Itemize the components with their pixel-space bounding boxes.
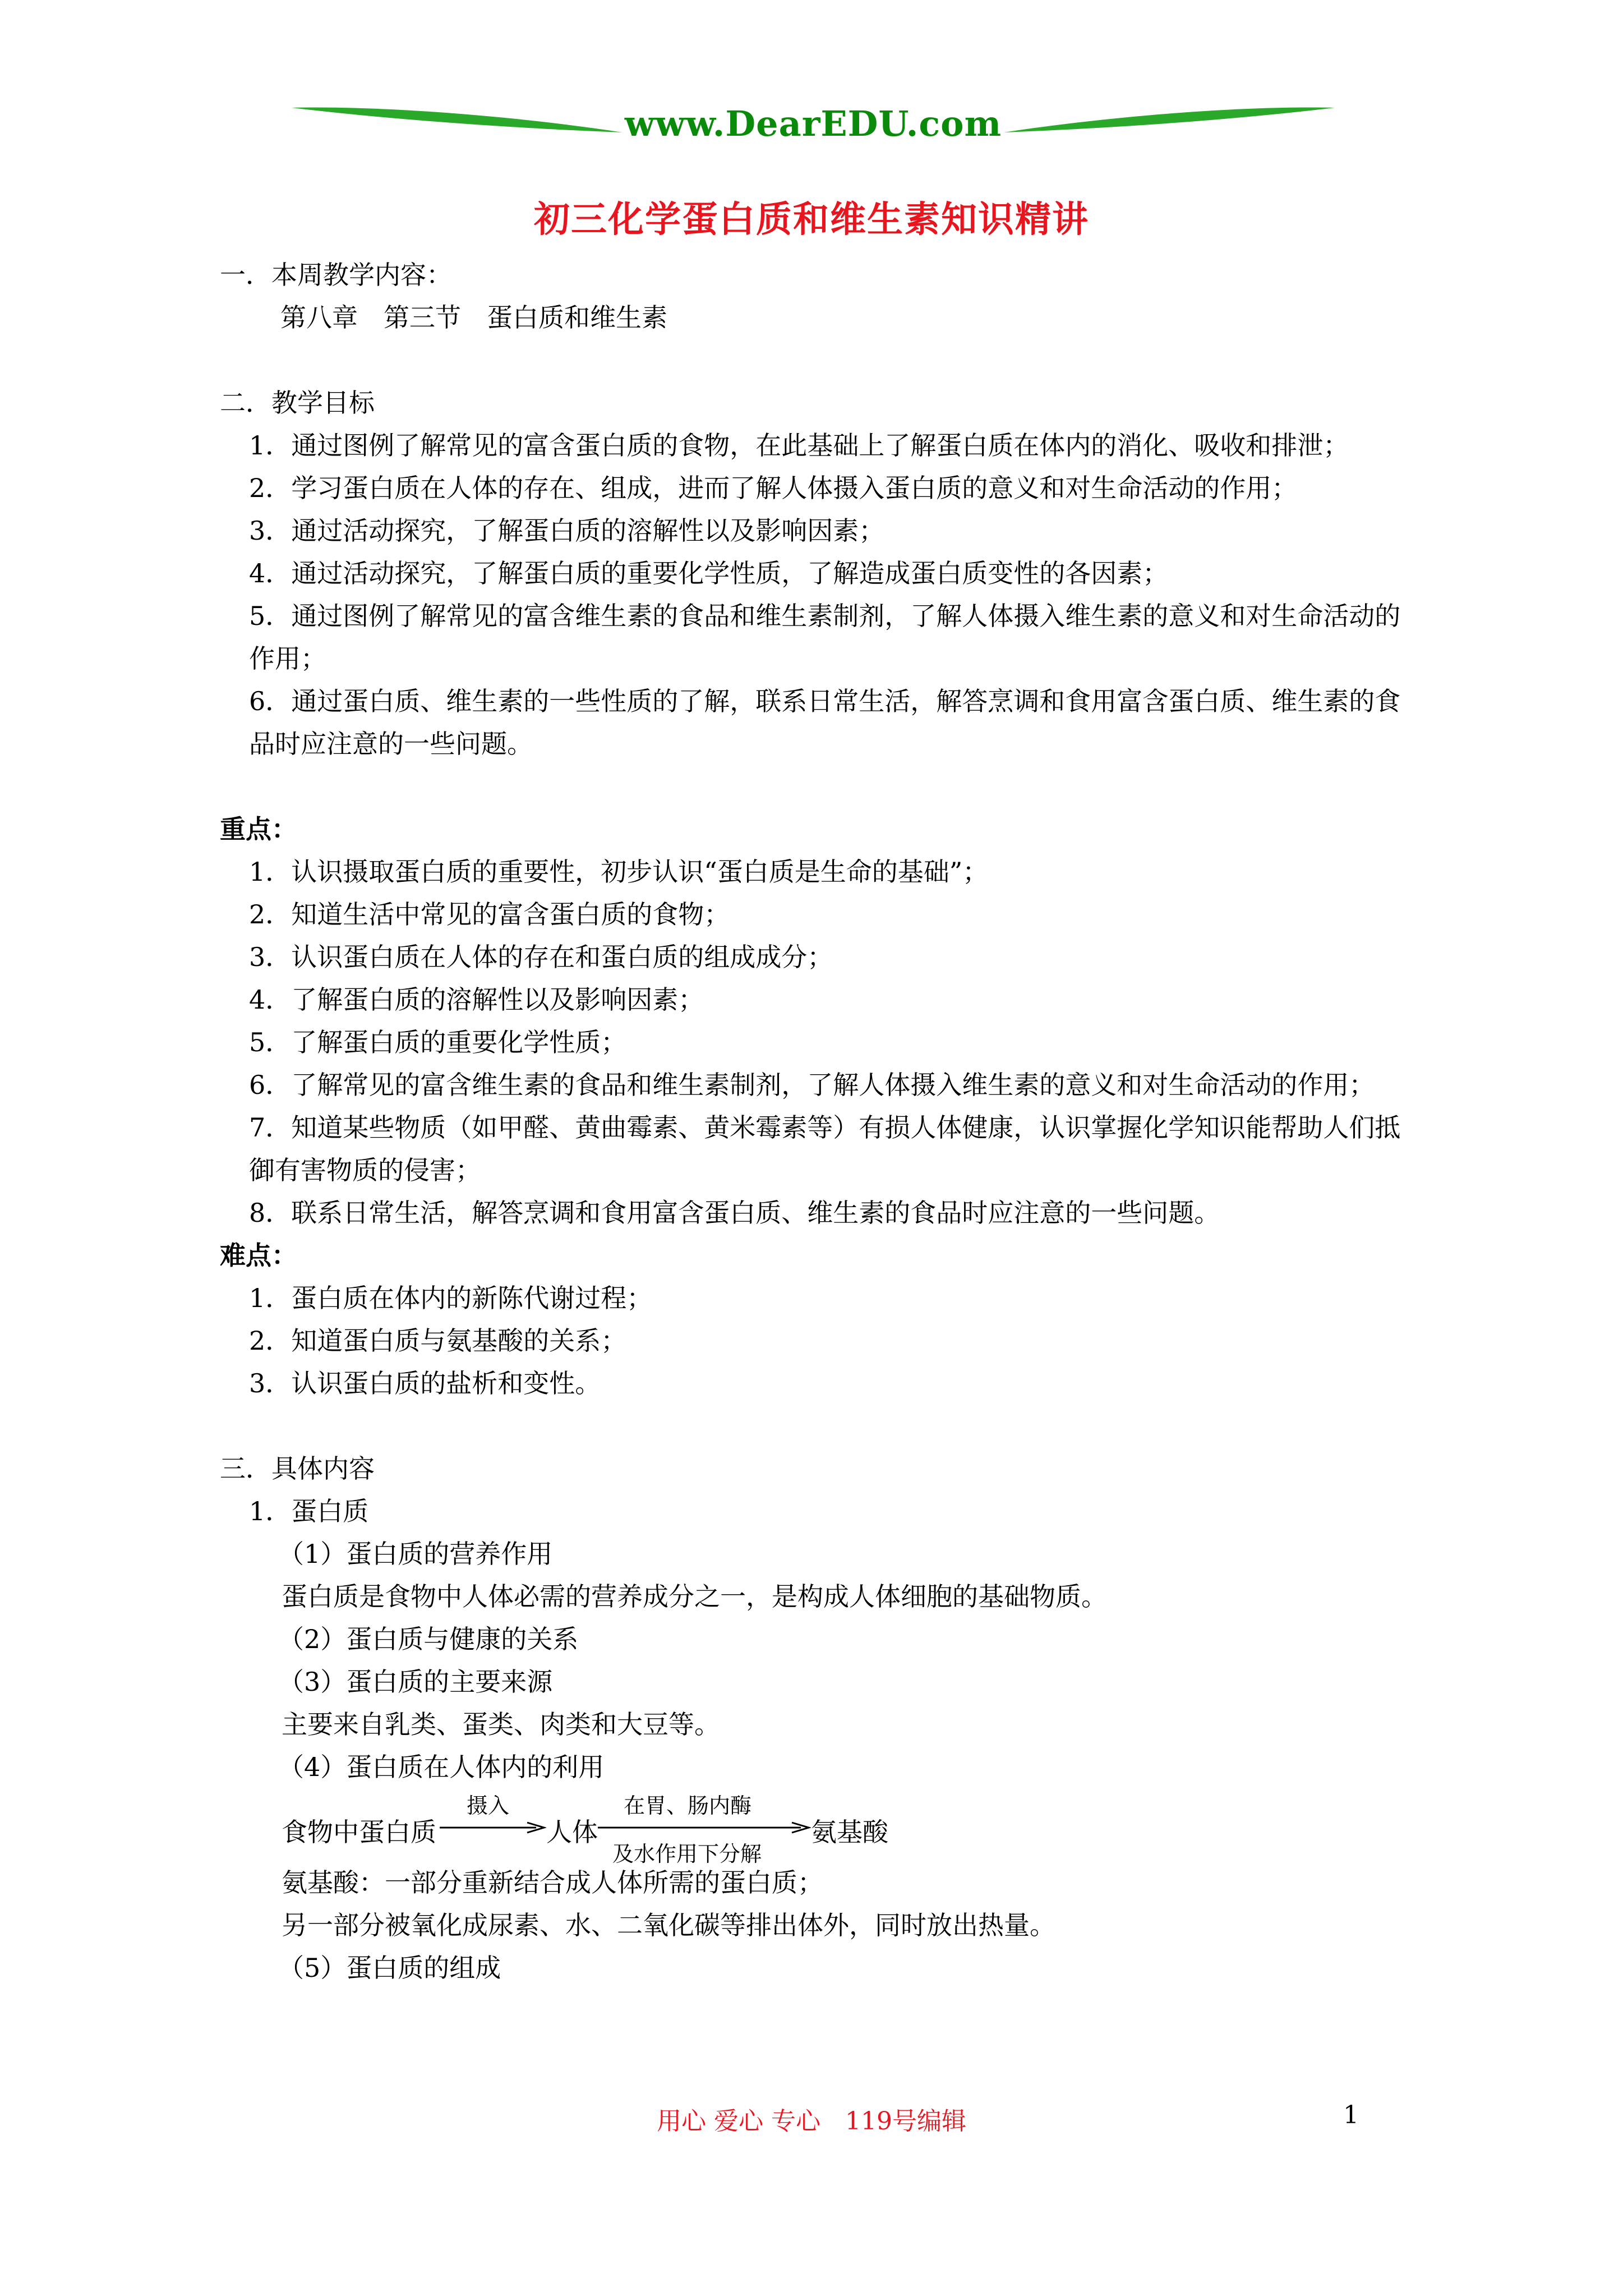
key-point-item: 5．了解蛋白质的重要化学性质； [249, 1027, 627, 1057]
difficult-point-item: 2．知道蛋白质与氨基酸的关系； [249, 1326, 627, 1356]
page-title: 初三化学蛋白质和维生素知识精讲 [534, 199, 1089, 241]
section3-heading: 三．具体内容 [220, 1453, 375, 1484]
key-point-item: 3．认识蛋白质在人体的存在和蛋白质的组成成分； [249, 942, 833, 972]
difficult-point-item: 3．认识蛋白质的盐析和变性。 [249, 1368, 601, 1398]
document-body [220, 254, 1414, 1989]
difficult-points-heading: 难点： [220, 1240, 297, 1271]
protein-flow-diagram [220, 1788, 1414, 1866]
flow-arrow2-label-bottom: 及水作用下分解 [612, 1842, 762, 1866]
flow-arrow1-label: 摄入 [467, 1793, 510, 1818]
key-point-item: 4．了解蛋白质的溶解性以及影响因素； [249, 984, 704, 1015]
paragraph-title: （4）蛋白质在人体内的利用 [278, 1752, 605, 1782]
flow-arrow2-label-top: 在胃、肠内酶 [624, 1793, 752, 1818]
banner-logo-text: www.DearEDU.com [624, 103, 1002, 144]
paragraph-title: （1）蛋白质的营养作用 [278, 1539, 553, 1569]
key-point-item: 6．了解常见的富含维生素的食品和维生素制剂，了解人体摄入维生素的意义和对生命活动的作用； [249, 1070, 1375, 1100]
key-point-item: 2．知道生活中常见的富含蛋白质的食物； [249, 899, 730, 930]
difficult-point-item: 1．蛋白质在体内的新陈代谢过程； [249, 1283, 653, 1313]
objective-item: 6．通过蛋白质、维生素的一些性质的了解，联系日常生活，解答烹调和食用富含蛋白质、维生素的食品时应注意的一些问题。 [249, 686, 1401, 759]
section1-text: 第八章 第三节 蛋白质和维生素 [280, 302, 667, 333]
key-point-item: 1．认识摄取蛋白质的重要性，初步认识“蛋白质是生命的基础”； [249, 857, 989, 887]
objective-item: 2．学习蛋白质在人体的存在、组成，进而了解人体摄入蛋白质的意义和对生命活动的作用； [249, 473, 1298, 503]
flow-arrow1 [440, 1821, 546, 1834]
header-banner [292, 95, 1335, 168]
flow-arrow2 [598, 1821, 811, 1834]
objective-item: 5．通过图例了解常见的富含维生素的食品和维生素制剂，了解人体摄入维生素的意义和对生命活动的作用； [249, 601, 1401, 674]
page-number: 1 [1343, 2101, 1359, 2129]
objective-item: 3．通过活动探究，了解蛋白质的溶解性以及影响因素； [249, 516, 885, 546]
paragraph-text: 另一部分被氧化成尿素、水、二氧化碳等排出体外，同时放出热量。 [282, 1910, 1055, 1940]
flow-middle: 人体 [546, 1817, 598, 1847]
paragraph-title: （5）蛋白质的组成 [278, 1953, 501, 1983]
paragraph-text: 氨基酸：一部分重新结合成人体所需的蛋白质； [282, 1867, 823, 1898]
section2-heading: 二．教学目标 [220, 388, 375, 418]
section1-heading: 一．本周教学内容： [220, 260, 452, 290]
key-points-heading: 重点： [220, 814, 297, 844]
flow-end: 氨基酸 [811, 1817, 888, 1847]
key-point-item: 7．知道某些物质（如甲醛、黄曲霉素、黄米霉素等）有损人体健康，认识掌握化学知识能帮助人们抵御有害物质的侵害； [249, 1112, 1401, 1185]
paragraph-text: 主要来自乳类、蛋类、肉类和大豆等。 [282, 1709, 720, 1740]
footer-text: 用心 爱心 专心 119号编辑 [657, 2107, 966, 2136]
paragraph-title: （3）蛋白质的主要来源 [278, 1667, 553, 1697]
objective-item: 4．通过活动探究，了解蛋白质的重要化学性质，了解造成蛋白质变性的各因素； [249, 558, 1169, 588]
key-point-item: 8．联系日常生活，解答烹调和食用富含蛋白质、维生素的食品时应注意的一些问题。 [249, 1198, 1220, 1228]
paragraph-title: （2）蛋白质与健康的关系 [278, 1624, 579, 1654]
flow-start: 食物中蛋白质 [282, 1817, 436, 1847]
section3-subheading: 1．蛋白质 [249, 1496, 369, 1526]
objective-item: 1．通过图例了解常见的富含蛋白质的食物，在此基础上了解蛋白质在体内的消化、吸收和排泄； [249, 430, 1349, 461]
paragraph-text: 蛋白质是食物中人体必需的营养成分之一，是构成人体细胞的基础物质。 [282, 1581, 1107, 1612]
